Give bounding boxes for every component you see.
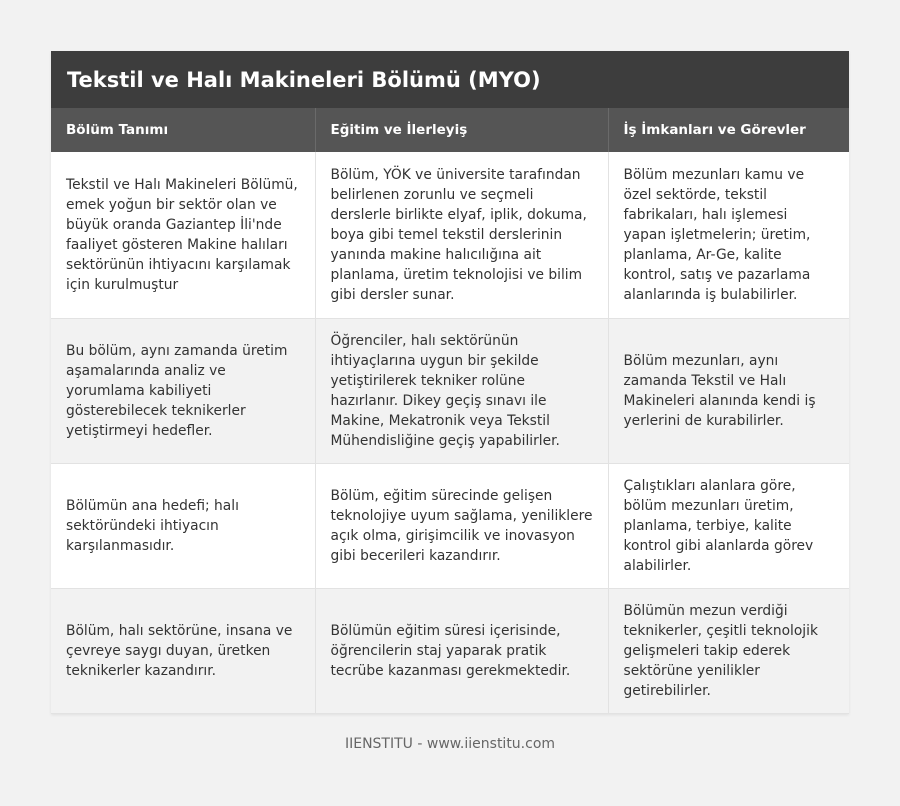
table-cell: Bu bölüm, aynı zamanda üretim aşamalarında analiz ve yorumlama kabiliyeti gösterebilecek teknikerler yetiştirmeyi hedefler. [51,318,315,463]
table-cell: Bölümün ana hedefi; halı sektöründeki ihtiyacın karşılanmasıdır. [51,463,315,588]
table-row [51,588,849,713]
table-cell: Bölüm mezunları kamu ve özel sektörde, tekstil fabrikaları, halı işlemesi yapan işletmelerin; üretim, planlama, Ar-Ge, kalite kontrol, satış ve pazarlama alanlarında iş bulabilirler. [608,152,849,318]
table-cell: Tekstil ve Halı Makineleri Bölümü, emek yoğun bir sektör olan ve büyük oranda Gaziantep İli'nde faaliyet gösteren Makine halıları sektörünün ihtiyacını karşılamak için kurulmuştur [51,152,315,318]
table-cell: Bölümün mezun verdiği teknikerler, çeşitli teknolojik gelişmeleri takip ederek sektörüne yenilikler getirebilirler. [608,588,849,713]
column-header-bolum-tanimi: Bölüm Tanımı [51,108,315,152]
table-row [51,463,849,588]
table-cell: Öğrenciler, halı sektörünün ihtiyaçlarına uygun bir şekilde yetiştirilerek tekniker rolüne hazırlanır. Dikey geçiş sınavı ile Makine, Mekatronik veya Tekstil Mühendisliğine geçiş yapabilirler. [315,318,608,463]
info-table [51,108,849,714]
column-header-egitim-ve-ilerleyis: Eğitim ve İlerleyiş [315,108,608,152]
table-cell: Bölümün eğitim süresi içerisinde, öğrencilerin staj yaparak pratik tecrübe kazanması gerekmektedir. [315,588,608,713]
table-cell: Bölüm, YÖK ve üniversite tarafından belirlenen zorunlu ve seçmeli derslerle birlikte elyaf, iplik, dokuma, boya gibi temel tekstil derslerinin yanında makine halıcılığına ait planlama, üretim teknolojisi ve bilim gibi dersler sunar. [315,152,608,318]
column-header-is-imkanlari: İş İmkanları ve Görevler [608,108,849,152]
table-header-row [51,108,849,152]
table-cell: Bölüm, halı sektörüne, insana ve çevreye saygı duyan, üretken teknikerler kazandırır. [51,588,315,713]
table-cell: Bölüm mezunları, aynı zamanda Tekstil ve Halı Makineleri alanında kendi iş yerlerini de kurabilirler. [608,318,849,463]
table-cell: Bölüm, eğitim sürecinde gelişen teknolojiye uyum sağlama, yeniliklere açık olma, girişimcilik ve inovasyon gibi becerileri kazandırır. [315,463,608,588]
table-row [51,318,849,463]
info-card [51,51,849,714]
footer-credit: IIENSTITU - www.iienstitu.com [344,736,556,752]
table-row [51,152,849,318]
page-title: Tekstil ve Halı Makineleri Bölümü (MYO) [51,51,849,108]
table-cell: Çalıştıkları alanlara göre, bölüm mezunları üretim, planlama, terbiye, kalite kontrol gibi alanlarda görev alabilirler. [608,463,849,588]
